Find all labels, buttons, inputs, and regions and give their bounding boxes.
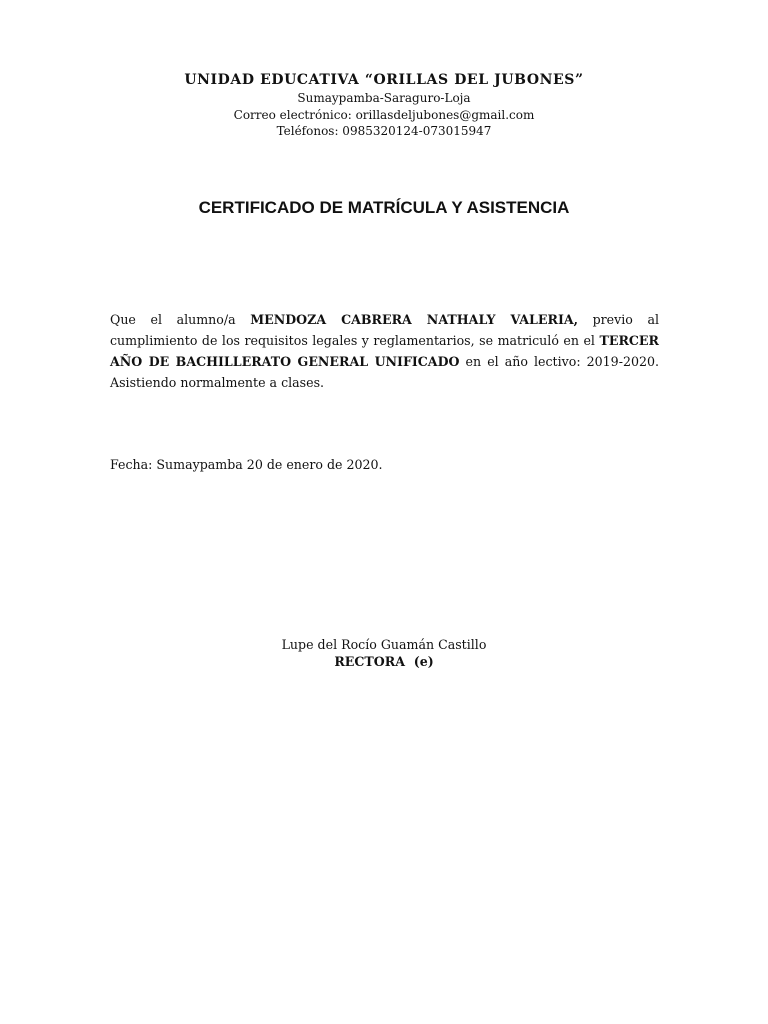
- signatory-role: RECTORA (e): [334, 654, 434, 669]
- body-intro: Que el alumno/a: [110, 312, 251, 327]
- institution-phones: Teléfonos: 0985320124-073015947: [276, 124, 492, 138]
- certificate-title: CERTIFICADO DE MATRÍCULA Y ASISTENCIA: [198, 198, 570, 217]
- body-ending: en el año lectivo: 2019-2020. Asistiendo normalmente a clases.: [110, 354, 660, 390]
- body-middle: previo al cumplimiento de los requisitos legales y reglamentarios, se matriculó en el: [110, 312, 659, 348]
- institution-name: UNIDAD EDUCATIVA “ORILLAS DEL JUBONES”: [184, 72, 584, 88]
- institution-address: Sumaypamba-Saraguro-Loja: [297, 91, 471, 105]
- student-name: MENDOZA CABRERA NATHALY VALERIA,: [250, 312, 578, 327]
- certificate-body: [110, 309, 659, 393]
- course-name: TERCER AÑO DE BACHILLERATO GENERAL UNIFICADO: [110, 333, 659, 369]
- institution-email: Correo electrónico: orillasdeljubones@gmail.com: [233, 108, 535, 122]
- date-line: Fecha: Sumaypamba 20 de enero de 2020.: [110, 457, 383, 472]
- signatory-name: Lupe del Rocío Guamán Castillo: [281, 637, 487, 652]
